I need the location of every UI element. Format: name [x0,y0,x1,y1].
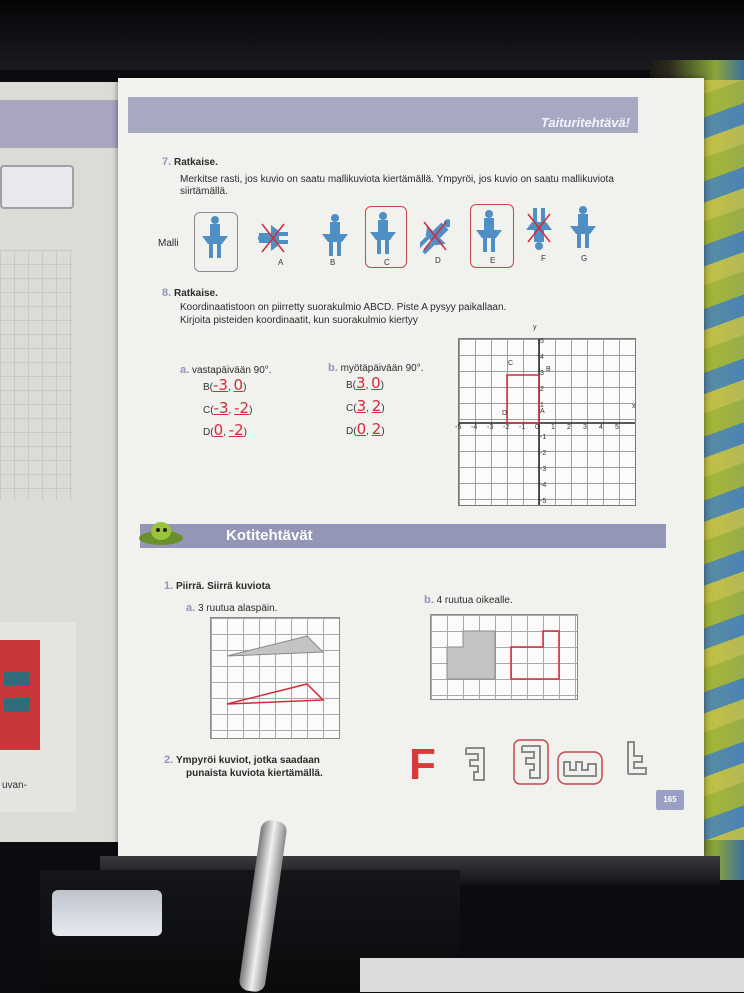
part-b-text: myötäpäivään 90°. [340,363,424,374]
point-label: D [203,427,211,438]
answer-b-b: B(3, 0) [346,374,385,392]
figure-c [368,210,398,258]
left-page-small-grid [0,165,74,209]
x-tick-label: 1 [551,424,555,431]
y-tick-label: -3 [540,466,547,473]
shape-option-1[interactable] [462,744,488,784]
task8-number: 8. [162,287,172,299]
figure-label-f: F [541,254,546,263]
hw-task1-heading [164,580,270,592]
figure-d [420,212,450,260]
answer-a-b: B(-3, 0) [203,376,247,394]
task1b-grid [430,614,578,700]
ufo-icon [138,518,184,550]
task1a-grid [210,617,340,739]
x-tick-label: 2 [567,424,571,431]
task1b-shapes [431,615,577,699]
answer-a-c: C(-3, -2) [203,399,253,417]
point-label-a: A [540,408,545,415]
dark-background-top [0,0,744,70]
answer-x: 3 [356,397,367,415]
header-title: Taituritehtävä! [540,115,630,130]
answer-x: 0 [356,420,367,438]
y-tick-label: 4 [540,354,544,361]
part-a-letter: a. [180,364,190,376]
house-window [4,698,30,712]
point-label: D [346,426,354,437]
coordinate-grid [458,338,636,506]
model-label: Malli [158,238,179,249]
house-picture [0,640,40,750]
x-tick-label: -1 [519,424,526,431]
task8-part-a [180,364,272,376]
part-a-text: vastapäivään 90°. [191,365,272,376]
y-tick-label: -4 [540,482,547,489]
x-axis-label: x [632,403,636,410]
task8-heading [162,287,218,299]
gray-shape [447,631,495,679]
shape-option-3-circled[interactable] [556,750,604,786]
binder-clip [52,890,162,936]
red-shape [511,631,559,679]
homework-title: Kotitehtävät [226,527,313,544]
model-figure [200,214,230,262]
answer-b-d: D(0, 2) [346,420,385,438]
task7-heading [162,156,218,168]
hw-task1b [424,594,513,606]
answer-x: -3 [213,376,228,394]
point-label: C [203,405,211,416]
answer-y: 2 [371,420,382,438]
figure-f [524,204,554,252]
task8-instruction-1: Koordinaatistoon on piirretty suorakulmio ABCD. Piste A pysyy paikallaan. [180,302,507,313]
task7-title: Ratkaise. [173,157,218,168]
answer-y: -2 [228,421,244,439]
red-triangle [227,684,323,704]
y-tick-label: 1 [540,402,544,409]
answer-y: 0 [371,374,381,392]
hw-task1a-text: 3 ruutua alaspäin. [197,603,278,614]
x-tick-label: -3 [487,424,494,431]
homework-header [140,524,666,548]
gray-triangle [227,636,323,656]
task7-number: 7. [162,156,172,168]
point-label-b: B [546,366,551,373]
point-label-d: D [502,410,508,417]
figure-label-e: E [490,256,496,265]
task8-title: Ratkaise. [173,288,218,299]
hw-task1b-text: 4 ruutua oikealle. [436,595,513,606]
x-tick-label: 0 [535,424,539,431]
grid-overlay [459,339,635,505]
part-b-letter: b. [328,362,338,374]
red-f-shape: F [409,740,436,789]
hw-task1a [186,602,277,614]
point-label: C [346,403,354,414]
figure-a [258,214,288,262]
rectangle-abcd [507,375,539,423]
figure-b [320,212,350,260]
hw-task2-number: 2. [164,754,174,766]
hw-task1-title: Piirrä. Siirrä kuviota [175,581,271,592]
x-tick-label: -4 [471,424,478,431]
shape-option-4[interactable] [624,738,650,778]
hw-task1a-letter: a. [186,602,196,614]
y-axis-label: y [533,324,537,331]
answer-y: -2 [234,399,250,417]
left-page-header-strip [0,100,118,148]
hw-task2-line2: punaista kuviota kiertämällä. [186,768,323,779]
point-label: B [346,380,353,391]
page-number: 165 [656,790,684,810]
task7-instruction: Merkitse rasti, jos kuvio on saatu mallikuviota kiertämällä. Ympyröi, jos kuvio on saatu mallikuviota siirtämällä. [180,174,614,197]
y-tick-label: -2 [540,450,547,457]
point-label: B [203,382,210,393]
figure-label-a: A [278,258,284,267]
task1a-shapes [211,618,339,738]
y-tick-label: 2 [540,386,544,393]
answer-b-c: C(3, 2) [346,397,385,415]
bottom-paper [360,958,744,992]
y-tick-label: 5 [540,338,544,345]
hw-task2-text-1: Ympyröi kuviot, jotka saadaan [175,755,320,766]
figure-label-g: G [581,254,588,263]
hw-task1-number: 1. [164,580,174,592]
left-page-grid [0,250,72,500]
answer-x: 0 [213,421,224,439]
y-tick-label: 3 [540,370,544,377]
figure-label-c: C [384,258,390,267]
x-tick-label: 4 [599,424,603,431]
house-window [4,672,30,686]
left-page-text: uvan- [2,780,28,791]
point-label-c: C [508,360,514,367]
figure-label-d: D [435,256,441,265]
y-tick-label: -1 [540,434,547,441]
answer-y: 2 [371,397,382,415]
figure-e [474,208,504,256]
x-tick-label: -2 [503,424,510,431]
shape-option-2-circled[interactable] [512,738,550,786]
section-header [128,97,638,133]
answer-x: -3 [213,399,229,417]
figure-g [568,204,598,252]
x-tick-label: -5 [455,424,462,431]
hw-task1b-letter: b. [424,594,434,606]
x-tick-label: 3 [583,424,587,431]
figure-label-b: B [330,258,336,267]
task8-instruction-2: Kirjoita pisteiden koordinaatit, kun suorakulmio kiertyy [180,315,418,326]
answer-x: 3 [356,374,366,392]
task8-part-b [328,362,424,374]
hw-task2-line1 [164,754,320,766]
answer-y: 0 [233,376,244,394]
x-tick-label: 5 [615,424,619,431]
answer-a-d: D(0, -2) [203,421,247,439]
y-tick-label: -5 [540,498,547,505]
